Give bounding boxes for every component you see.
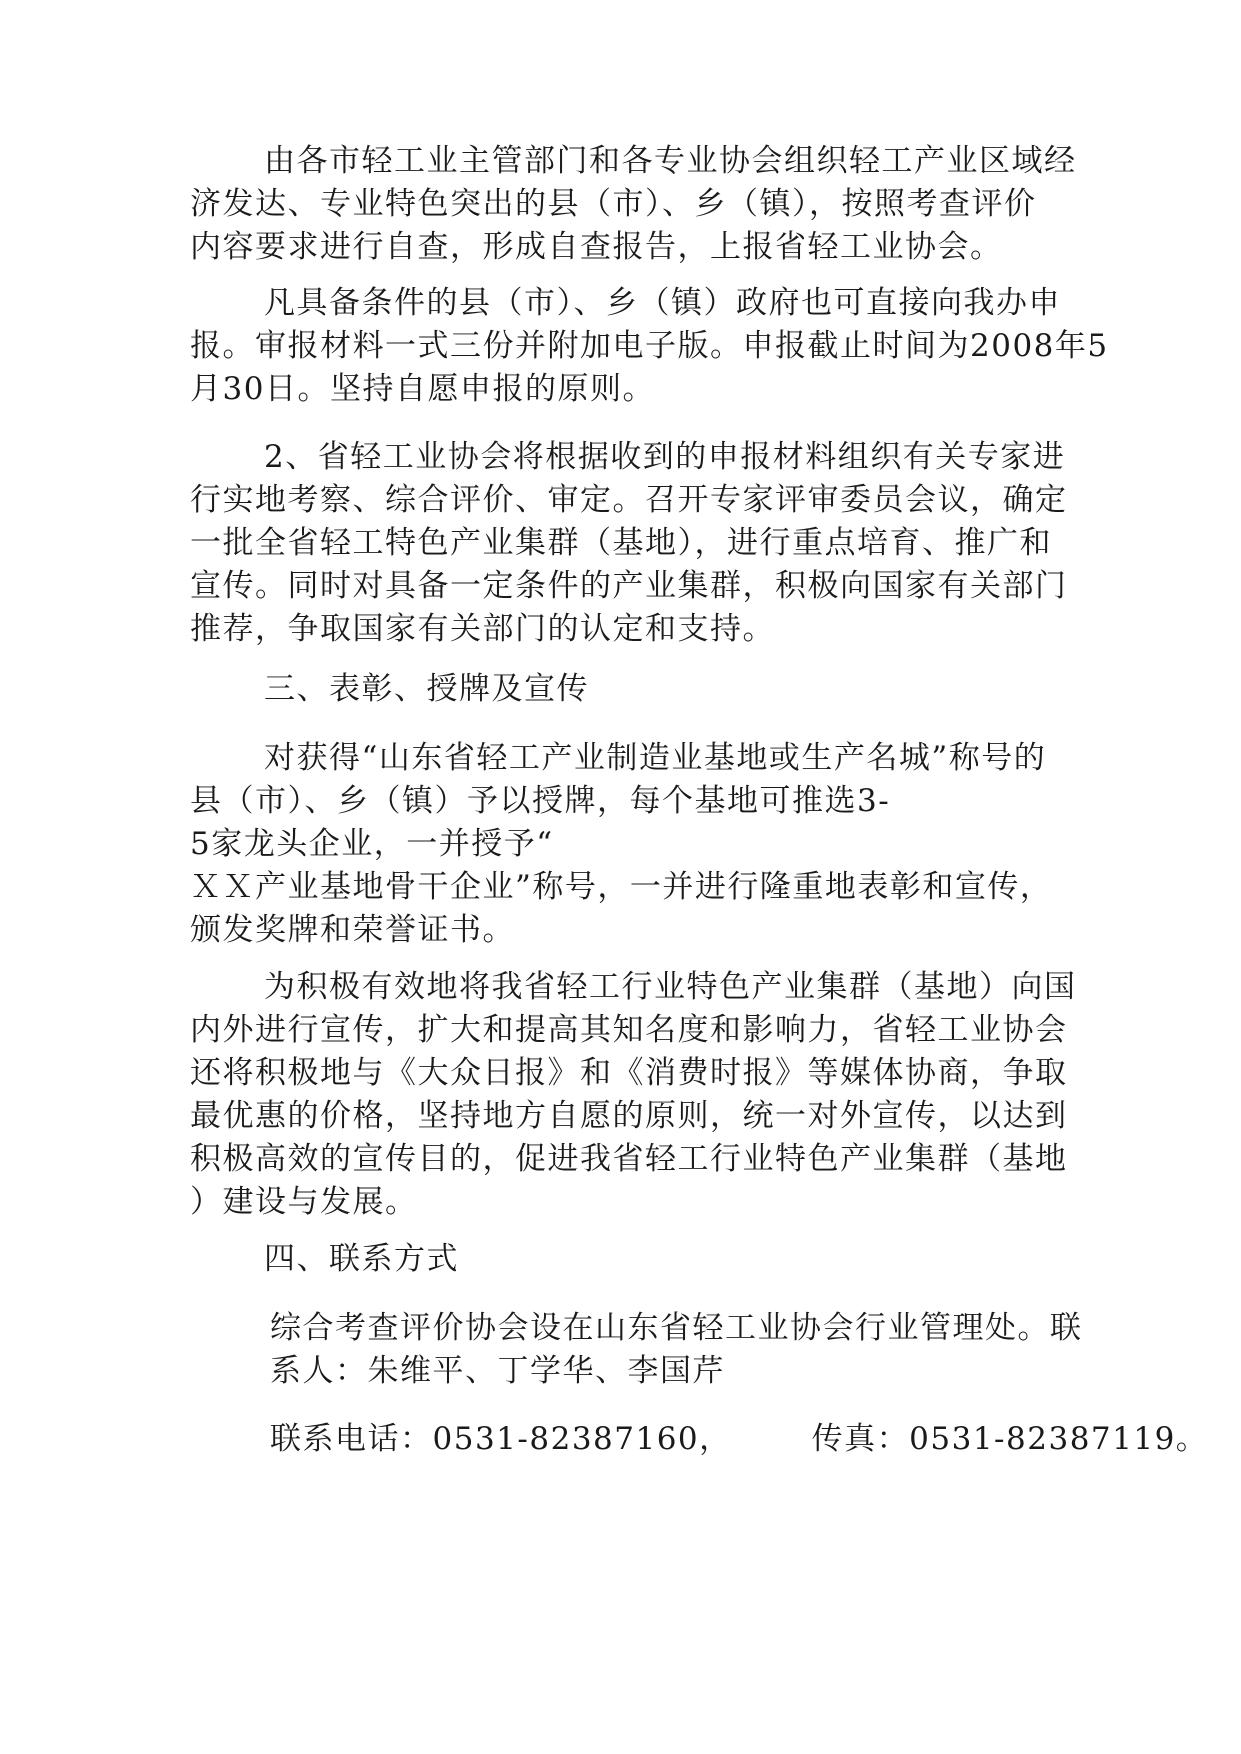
text-line: 宣传。同时对具备一定条件的产业集群，积极向国家有关部门	[190, 568, 1068, 604]
paragraph-award	[190, 737, 1090, 952]
section-heading-commendation: 三、表彰、授牌及宣传	[264, 671, 589, 707]
text-line: 一批全省轻工特色产业集群（基地），进行重点培育、推广和	[190, 525, 1052, 561]
text-line: 对获得“山东省轻工产业制造业基地或生产名城”称号的	[264, 740, 1047, 776]
text-line: 还将积极地与《大众日报》和《消费时报》等媒体协商，争取	[190, 1055, 1068, 1091]
text-line: 月30日。坚持自愿申报的原则。	[190, 371, 655, 407]
paragraph-publicity	[190, 966, 1090, 1224]
text-line: 报。审报材料一式三份并附加电子版。申报截止时间为2008年5	[190, 328, 1109, 364]
paragraph-expert-review	[190, 436, 1090, 651]
text-line: 颁发奖牌和荣誉证书。	[190, 912, 515, 948]
text-line: 内外进行宣传，扩大和提高其知名度和影响力，省轻工业协会	[190, 1012, 1068, 1048]
paragraph-contact-numbers	[270, 1418, 1209, 1461]
text-line: 5家龙头企业，一并授予“	[190, 826, 554, 862]
paragraph-self-inspection	[190, 140, 1090, 269]
text-line: 由各市轻工业主管部门和各专业协会组织轻工产业区域经	[264, 143, 1077, 179]
text-line: 2、省轻工业协会将根据收到的申报材料组织有关专家进	[264, 439, 1066, 475]
text-line: 综合考查评价协会设在山东省轻工业协会行业管理处。联	[270, 1310, 1083, 1346]
text-line: 内容要求进行自查，形成自查报告，上报省轻工业协会。	[190, 229, 1003, 265]
paragraph-direct-application	[190, 282, 1109, 411]
section-heading-contact: 四、联系方式	[264, 1241, 459, 1277]
text-line: 为积极有效地将我省轻工行业特色产业集群（基地）向国	[264, 969, 1077, 1005]
text-line: 行实地考察、综合评价、审定。召开专家评审委员会议，确定	[190, 482, 1068, 518]
text-line: 凡具备条件的县（市）、乡（镇）政府也可直接向我办申	[264, 285, 1061, 321]
phone-number: 联系电话：0531-82387160，	[270, 1421, 732, 1457]
fax-number: 传真：0531-82387119。	[811, 1421, 1209, 1457]
text-line: 积极高效的宣传目的，促进我省轻工行业特色产业集群（基地	[190, 1141, 1068, 1177]
text-line: 济发达、专业特色突出的县（市）、乡（镇），按照考查评价	[190, 186, 1037, 222]
text-line: 系人：朱维平、丁学华、李国芹	[270, 1353, 725, 1389]
text-line: ）建设与发展。	[190, 1184, 418, 1220]
text-line	[270, 1418, 1209, 1461]
text-line: 最优惠的价格，坚持地方自愿的原则，统一对外宣传，以达到	[190, 1098, 1068, 1134]
text-line: 推荐，争取国家有关部门的认定和支持。	[190, 611, 775, 647]
text-line: 县（市）、乡（镇）予以授牌，每个基地可推选3-	[190, 783, 891, 819]
text-line: ＸＸ产业基地骨干企业”称号，一并进行隆重地表彰和宣传，	[190, 869, 1053, 905]
paragraph-contact-office	[270, 1307, 1100, 1393]
